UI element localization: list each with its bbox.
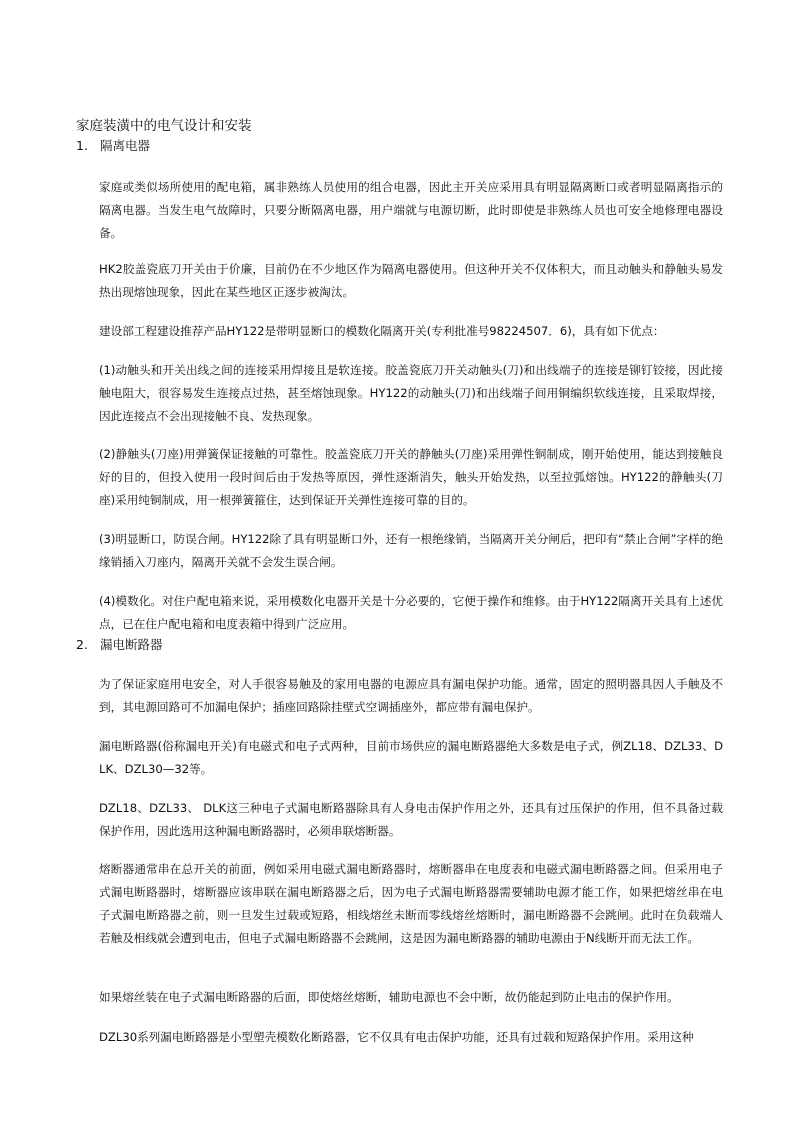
paragraph: 家庭或类似场所使用的配电箱，属非熟练人员使用的组合电器，因此主开关应采用具有明显隔离断口或者明显隔离指示的隔离电器。当发生电气故障时，只要分断隔离电器，用户端就与电源切断，此时即使是非熟练人员也可安全地修理电器设备。 [99, 180, 723, 240]
paragraph: HK2胶盖瓷底刀开关由于价廉，目前仍在不少地区作为隔离电器使用。但这种开关不仅体积大，而且动触头和静触头易发热出现熔蚀现象，因此在某些地区正逐步被淘汰。 [99, 262, 723, 299]
paragraph: 漏电断路器(俗称漏电开关)有电磁式和电子式两种，目前市场供应的漏电断路器绝大多数是电子式，例ZL18、DZL33、DLK、DZL30—32等。 [99, 739, 723, 776]
paragraph: DZL18、DZL33、 DLK这三种电子式漏电断路器除具有人身电击保护作用之外，还具有过压保护的作用，但不具备过载保护作用，因此选用这种漏电断路器时，必须串联熔断器。 [99, 801, 723, 838]
paragraph: (4)模数化。对住户配电箱来说，采用模数化电器开关是十分必要的，它便于操作和维修。由于HY122隔离开关具有上述优点，已在住户配电箱和电度表箱中得到广泛应用。 [99, 594, 723, 631]
section-title: 漏电断路器 [100, 637, 163, 652]
document-title: 家庭装潢中的电气设计和安装 [76, 118, 252, 134]
paragraph: 如果熔丝装在电子式漏电断路器的后面，即使熔丝熔断，辅助电源也不会中断，故仍能起到防止电击的保护作用。 [99, 990, 679, 1004]
section-number: 2. [76, 637, 88, 652]
paragraph: (3)明显断口，防误合闸。HY122除了具有明显断口外，还有一根绝缘销，当隔离开关分闸后，把印有“禁止合闸”字样的绝缘销插入刀座内，隔离开关就不会发生误合闸。 [99, 532, 723, 569]
section-number: 1. [76, 138, 88, 153]
paragraph: 建设部工程建设推荐产品HY122是带明显断口的模数化隔离开关(专利批准号98224507．6)，具有如下优点： [99, 324, 665, 338]
paragraph: 熔断器通常串在总开关的前面，例如采用电磁式漏电断路器时，熔断器串在电度表和电磁式漏电断路器之间。但采用电子式漏电断路器时，熔断器应该串联在漏电断路器之后，因为电子式漏电断路器需要辅助电源才能工作，如果把熔丝串在电子式漏电断路器之前，则一旦发生过载或短路，相线熔丝未断而零线熔丝熔断时，漏电断路器不会跳闸。此时在负载端人若触及相线就会遭到电击，但电子式漏电断路器不会跳闸，这是因为漏电断路器的辅助电源由于N线断开而无法工作。 [99, 862, 723, 945]
paragraph: (1)动触头和开关出线之间的连接采用焊接且是软连接。胶盖瓷底刀开关动触头(刀)和出线端子的连接是铆钉铰接，因此接触电阻大，很容易发生连接点过热，甚至熔蚀现象。HY122的动触头(刀)和出线端子间用铜编织软线连接，且采取焊接，因此连接点不会出现接触不良、发热现象。 [99, 363, 723, 423]
paragraph: DZL30系列漏电断路器是小型塑壳模数化断路器，它不仅具有电击保护功能，还具有过载和短路保护作用。采用这种 [99, 1030, 694, 1044]
paragraph: 为了保证家庭用电安全，对人手很容易触及的家用电器的电源应具有漏电保护功能。通常，固定的照明器具因人手触及不到，其电源回路可不加漏电保护；插座回路除挂壁式空调插座外，都应带有漏电保护。 [99, 677, 723, 714]
section-1-heading [76, 136, 150, 156]
section-2-heading [76, 635, 163, 655]
section-title: 隔离电器 [100, 138, 151, 153]
paragraph: (2)静触头(刀座)用弹簧保证接触的可靠性。胶盖瓷底刀开关的静触头(刀座)采用弹性铜制成，刚开始使用，能达到接触良好的目的，但投入使用一段时间后由于发热等原因，弹性逐渐消失，触头开始发热，以至拉弧熔蚀。HY122的静触头(刀座)采用纯铜制成，用一根弹簧箍住，达到保证开关弹性连接可靠的目的。 [99, 447, 723, 507]
